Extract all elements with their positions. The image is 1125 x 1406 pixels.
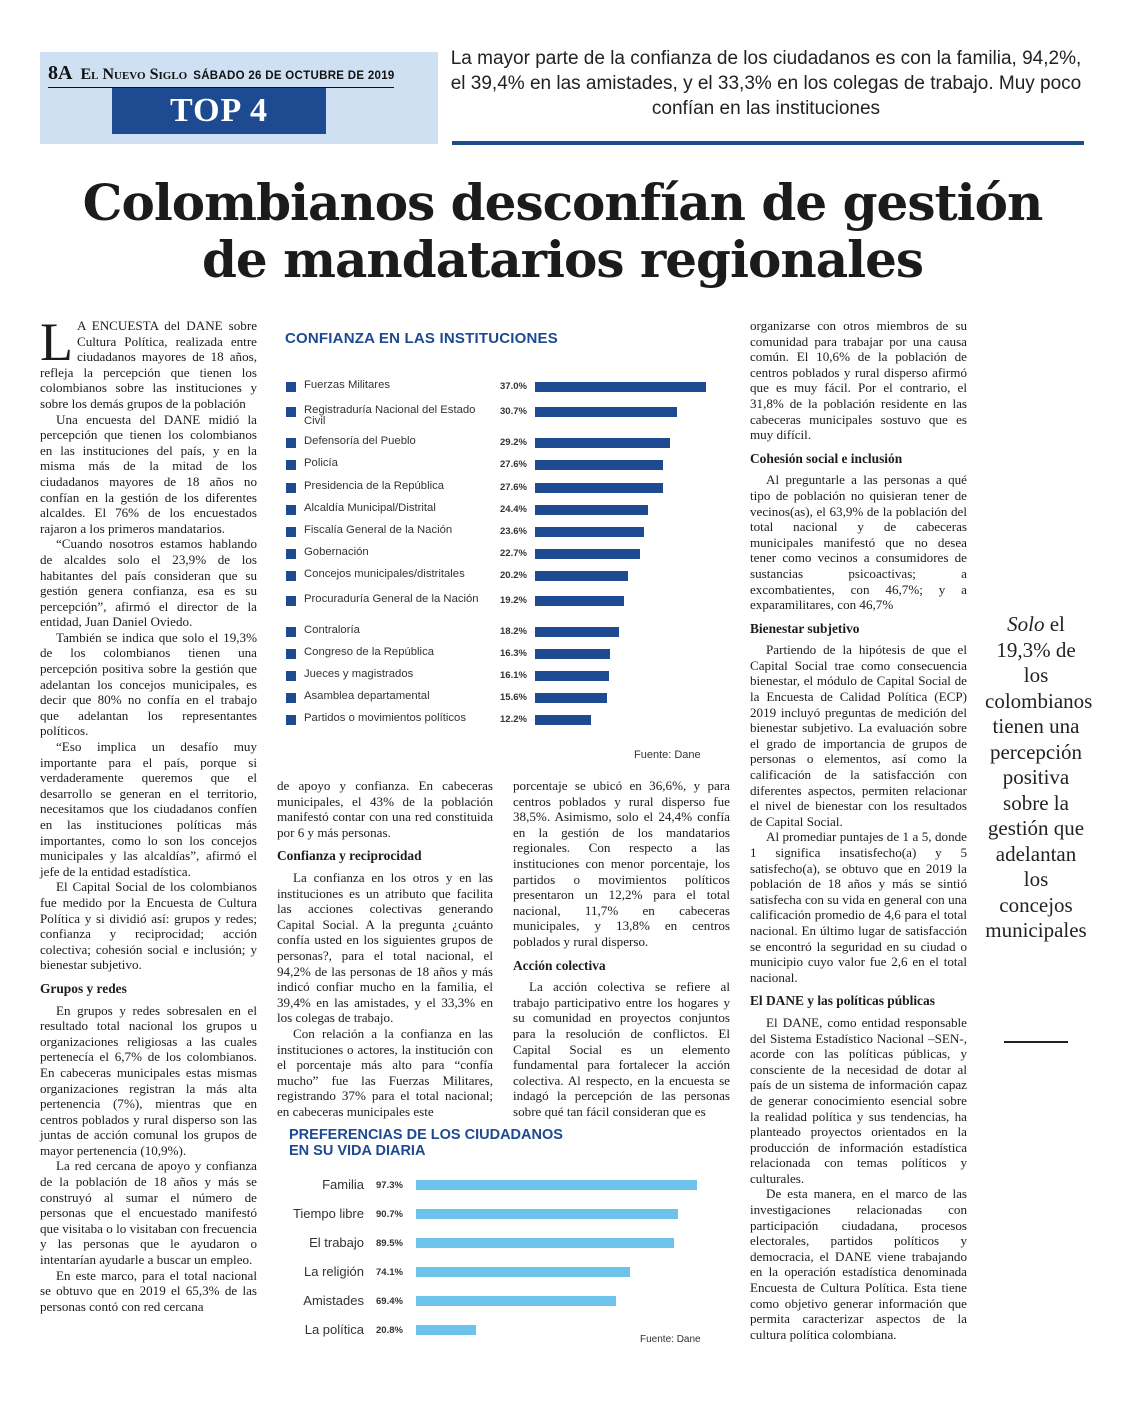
bar <box>535 649 610 659</box>
bar-label: Presidencia de la República <box>304 480 445 492</box>
bar-label: Asamblea departamental <box>304 690 430 702</box>
bar <box>535 627 619 637</box>
headline-line-2: de mandatarios regionales <box>201 230 924 289</box>
bar-value-label: 89.5% <box>376 1238 403 1249</box>
bar <box>535 549 640 559</box>
article-column-4 <box>750 318 967 1342</box>
bar-value-label: 74.1% <box>376 1267 403 1278</box>
bar-label: Partidos o movimientos políticos <box>304 712 466 724</box>
bar <box>535 382 706 392</box>
paragraph: Partiendo de la hipótesis de que el Capital Social trae como consecuencia bienestar, el módulo de Capital Social de la Encuesta de Calidad Política (ECP) 2019 incluyó preguntas de medición del bienestar subjetivo. La evaluación sobre el grado de importancia de grupos de personas o elementos, así como la calificación de la satisfacción con diferentes aspectos, permiten relacionar el nivel de bienestar con los resultados de Capital Social. <box>750 642 967 829</box>
paragraph: También se indica que solo el 19,3% de los colombianos tienen una percepción positiva sobre la gestión que adelantan los concejos municipales, es decir que 80% no confía en el trabajo que adelantan los representantes políticos. <box>40 629 257 739</box>
bar-value-label: 24.4% <box>500 504 527 515</box>
legend-square <box>286 596 296 606</box>
page-number: 8A <box>48 62 73 84</box>
bar-value-label: 30.7% <box>500 406 527 417</box>
bar-value-label: 20.8% <box>376 1325 403 1336</box>
bar <box>535 483 663 493</box>
bar-value-label: 22.7% <box>500 548 527 559</box>
bar-value-label: 19.2% <box>500 595 527 606</box>
section-badge: TOP 4 <box>112 88 326 134</box>
bar <box>535 571 628 581</box>
bar-value-label: 90.7% <box>376 1209 403 1220</box>
bar-value-label: 12.2% <box>500 714 527 725</box>
chart-source: Fuente: Dane <box>634 749 701 761</box>
paragraph: De esta manera, en el marco de las investigaciones relacionadas con participación ciudadana, procesos electorales, partidos políticos y democracia, el DANE viene trabajando en la operación estadística denominada Encuesta de Cultura Política. Esta tiene como objetivo generar información que permita caracterizar aspectos de la cultura política colombiana. <box>750 1186 967 1342</box>
legend-square <box>286 671 296 681</box>
legend-square <box>286 627 296 637</box>
bar-label: El trabajo <box>309 1235 364 1250</box>
bar-label: La política <box>304 1322 364 1337</box>
subheading: Bienestar subjetivo <box>750 620 860 636</box>
drop-cap: L <box>40 312 73 372</box>
legend-square <box>286 407 296 417</box>
bar-value-label: 15.6% <box>500 692 527 703</box>
subheading: Grupos y redes <box>40 980 127 996</box>
paragraph: En grupos y redes sobresalen en el resultado total nacional los grupos u organizaciones religiosas a las cuales pertenecía el 6,7% de los colombianos. En cabeceras municipales estas mismas organizaciones registran la más alta pertenencia (7%), mientras que en centros poblados y rural disperso son las juntas de acción comunal los grupos de mayor pertenencia (10,9%). <box>40 1002 257 1158</box>
bar <box>416 1238 674 1248</box>
paragraph: La red cercana de apoyo y confianza de la población de 18 años y más se construyó al sumar el número de personas que el encuestado manifestó que visitaba o lo visitaban con frecuencia y las personas que le ayudaron o intentarían ayudarle a buscar un empleo. <box>40 1158 257 1268</box>
legend-square <box>286 483 296 493</box>
pull-quote <box>985 612 1093 944</box>
folio-line <box>48 62 394 88</box>
bar-label: Procuraduría General de la Nación <box>304 593 479 605</box>
legend-square <box>286 527 296 537</box>
subheading: El DANE y las políticas públicas <box>750 993 935 1009</box>
bar-value-label: 69.4% <box>376 1296 403 1307</box>
subheading: Confianza y reciprocidad <box>277 848 422 864</box>
legend-square <box>286 438 296 448</box>
chart-source: Fuente: Dane <box>640 1334 701 1345</box>
bar-value-label: 16.3% <box>500 648 527 659</box>
legend-square <box>286 382 296 392</box>
legend-square <box>286 649 296 659</box>
bar <box>416 1209 678 1219</box>
bar <box>535 671 609 681</box>
legend-square <box>286 571 296 581</box>
bar-value-label: 27.6% <box>500 482 527 493</box>
bar-label: Familia <box>322 1177 364 1192</box>
bar-label: Alcaldía Municipal/Distrital <box>304 502 436 514</box>
bar <box>535 505 648 515</box>
paragraph: L A ENCUESTA del DANE sobre Cultura Política, realizada entre ciudadanos mayores de 18 años, refleja la percepción que tienen los colombianos sobre las instituciones y sobre los demás grupos de la población <box>40 312 257 411</box>
chart-title-line: PREFERENCIAS DE LOS CIUDADANOS <box>289 1127 563 1143</box>
bar-value-label: 18.2% <box>500 626 527 637</box>
pull-quote-rule <box>1004 1041 1068 1043</box>
pull-quote-italic: Solo <box>1007 612 1045 636</box>
bar <box>416 1296 616 1306</box>
bar-label: Amistades <box>303 1293 364 1308</box>
subheading: Acción colectiva <box>513 957 606 973</box>
headline <box>40 174 1085 288</box>
bar <box>535 460 663 470</box>
bar-label: Registraduría Nacional del Estado Civil <box>304 404 476 427</box>
bar <box>535 596 624 606</box>
lead-summary: La mayor parte de la confianza de los ciudadanos es con la familia, 94,2%, el 39,4% en las amistades, y el 33,3% en los colegas de trabajo. Muy poco confían en las instituciones <box>450 48 1082 119</box>
bar-label: Policía <box>304 457 338 469</box>
bar-value-label: 23.6% <box>500 526 527 537</box>
article-column-3 <box>513 778 730 1119</box>
bar <box>535 527 644 537</box>
paragraph: de apoyo y confianza. En cabeceras municipales, el 43% de la población manifestó contar con una red constituida por 6 y más personas. <box>277 778 493 840</box>
bar-label: Jueces y magistrados <box>304 668 414 680</box>
paragraph: Al promediar puntajes de 1 a 5, donde 1 significa insatisfecho(a) y 5 satisfecho(a), se obtuvo que en 2019 la población de 18 años y más se sintió satisfecha con su vida en general con una calificación promedio de 4,6 para el total nacional. En último lugar de satisfacción se encontró la seguridad en su ciudad o municipio cuyo valor fue 2,6 en el total nacional. <box>750 829 967 985</box>
bar-label: La religión <box>304 1264 364 1279</box>
bar-value-label: 20.2% <box>500 570 527 581</box>
paragraph: Una encuesta del DANE midió la percepción que tienen los colombianos en las instituciones del país, y en la misma más de la mitad de los ciudadanos mayores de 18 años no confían en la gestión de los diferentes alcaldes. El 76% de los encuestados rajaron a los primeros mandatarios. <box>40 411 257 536</box>
bar-label: Fiscalía General de la Nación <box>304 524 453 536</box>
paragraph: La acción colectiva se refiere al trabajo participativo entre los hogares y su comunidad en proyectos conjuntos para la resolución de conflictos. El Capital Social es un elemento fundamental para fortalecer la acción colectiva. Al respecto, en la encuesta se indagó la percepción de las personas sobre qué tan fácil consideran que es <box>513 979 730 1119</box>
bar-value-label: 37.0% <box>500 381 527 392</box>
paragraph: Al preguntarle a las personas a qué tipo de población no quisieran tener de vecinos(as), el 63,9% de la población del total nacional y de cabeceras municipales manifestó que no desea tener como vecinos a consumidores de sustancias psicoactivas; a excombatientes, con 46,7%; y a exparamilitares, con 46,7% <box>750 472 967 613</box>
bar-value-label: 16.1% <box>500 670 527 681</box>
headline-line-1: Colombianos desconfían de gestión <box>82 173 1043 232</box>
bar-value-label: 29.2% <box>500 437 527 448</box>
bar <box>535 715 591 725</box>
bar-label: Tiempo libre <box>292 1206 364 1221</box>
bar-value-label: 97.3% <box>376 1180 403 1191</box>
bar <box>416 1267 630 1277</box>
pull-quote-text: el 19,3% de los colombianos tienen una percepción positiva sobre la gestión que adelantan los concejos municipales <box>985 612 1093 942</box>
bar <box>535 693 607 703</box>
bar <box>416 1325 476 1335</box>
legend-square <box>286 549 296 559</box>
bar <box>535 438 670 448</box>
paragraph: “Eso implica un desafío muy importante para el país, porque si verdaderamente queremos que el desarrollo se generan en el territorio, necesitamos que los ciudadanos confíen en las instituciones políticas más importantes, como lo son los concejos municipales y las alcaldías”, afirmó el jefe de la entidad estadística. <box>40 739 257 879</box>
chart-title-line: EN SU VIDA DIARIA <box>289 1143 426 1159</box>
legend-square <box>286 715 296 725</box>
bar-label: Fuerzas Militares <box>304 379 391 391</box>
paragraph: “Cuando nosotros estamos hablando de alcaldes solo el 23,9% de los habitantes del país consideran que su gestión genera confianza, esa es su percepción”, afirmó el director de la entidad, Juan Daniel Oviedo. <box>40 536 257 630</box>
legend-square <box>286 460 296 470</box>
subheading: Cohesión social e inclusión <box>750 450 903 466</box>
paragraph: organizarse con otros miembros de su comunidad para trabajar por una causa común. El 10,6% de la población de centros poblados y rural disperso afirmó que es muy fácil. Por el contrario, el 31,8% de la población residente en las cabeceras municipales sostuvo que es muy difícil. <box>750 318 967 443</box>
bar <box>535 407 677 417</box>
paragraph: En este marco, para el total nacional se obtuvo que en 2019 el 65,3% de las personas contó con red cercana <box>40 1267 257 1314</box>
paragraph: La confianza en los otros y en las instituciones es un atributo que facilita las acciones colectivas generando Capital Social. A la pregunta ¿cuánto confía usted en los siguientes grupos de personas?, para el total nacional, el 94,2% de las personas de 18 años y más indicó confiar mucho en la familia, el 39,4% en las amistades, y el 33,3% en los colegas de trabajo. <box>277 869 493 1026</box>
paragraph: Con relación a la confianza en las instituciones o actores, la institución con el porcentaje más alto para “confía mucho” fue las Fuerzas Militares, registrando 37% para el total nacional; en cabeceras municipales este <box>277 1025 493 1119</box>
bar-label: Concejos municipales/distritales <box>304 568 465 580</box>
bar-label: Congreso de la República <box>304 646 434 658</box>
paragraph: El Capital Social de los colombianos fue medido por la Encuesta de Cultura Política y si dividió así: grupos y redes; confianza y reciprocidad; acción colectiva; cohesión social e inclusión; y bienestar subjetivo. <box>40 879 257 973</box>
lead-rule <box>452 141 1084 145</box>
bar-label: Defensoría del Pueblo <box>304 435 416 447</box>
bar-label: Contraloría <box>304 624 360 636</box>
chart-title-institutions: CONFIANZA EN LAS INSTITUCIONES <box>285 330 558 347</box>
article-column-1 <box>40 312 257 1314</box>
article-column-2 <box>277 778 493 1119</box>
chart-title-preferences <box>289 1127 563 1159</box>
paragraph: El DANE, como entidad responsable del Sistema Estadístico Nacional –SEN-, acorde con las políticas públicas, y consciente de la necesidad de dotar al país de un sistema de información capaz de generar conocimiento esencial sobre la realidad política y sus tendencias, ha planteado proyectos orientados en la producción de información estadística relacionada con temas políticos y culturales. <box>750 1014 967 1186</box>
newspaper-name: El Nuevo Siglo <box>80 66 188 83</box>
bar <box>416 1180 697 1190</box>
bar-label: Gobernación <box>304 546 369 558</box>
legend-square <box>286 693 296 703</box>
paragraph: porcentaje se ubicó en 36,6%, y para centros poblados y rural disperso fue 38,5%. Asimismo, solo el 24,4% confía en la gestión de los mandatarios regionales. Con respecto a las instituciones con menor porcentaje, los partidos o movimientos políticos presentaron un 12,2% para el total nacional, 11,7% en cabeceras municipales, y 13,8% en centros poblados y rural disperso. <box>513 778 730 949</box>
issue-date: SÁBADO 26 DE OCTUBRE DE 2019 <box>193 70 395 82</box>
bar-value-label: 27.6% <box>500 459 527 470</box>
legend-square <box>286 505 296 515</box>
